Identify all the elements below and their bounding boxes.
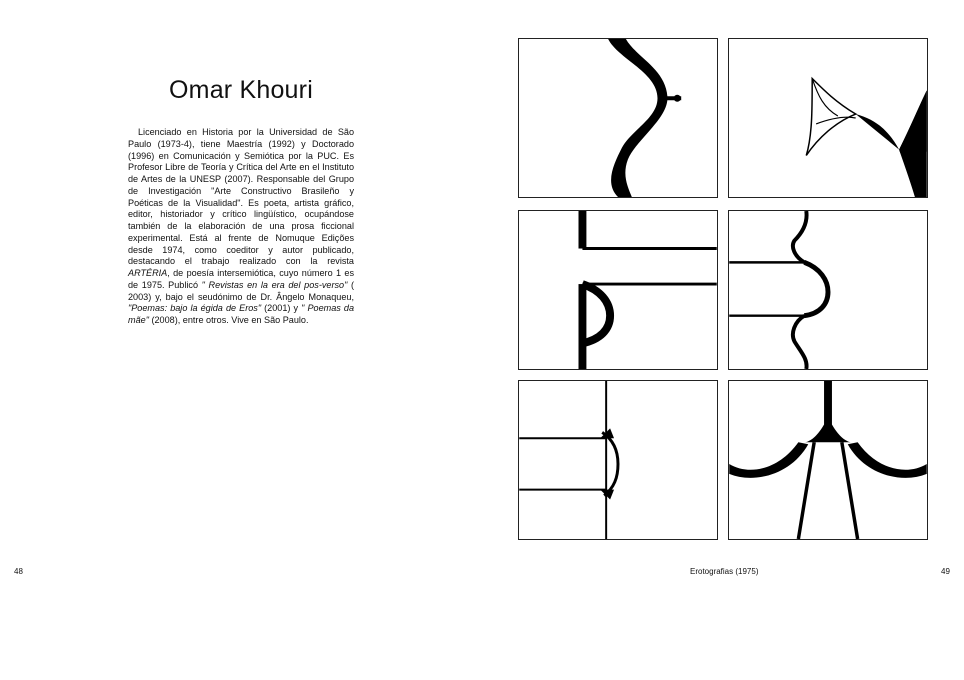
book-title: "Poemas: bajo la égida de Eros" (128, 303, 262, 314)
artwork-panel-6 (728, 380, 928, 540)
bio-text: (2001) y (261, 303, 302, 314)
author-name: Omar Khouri (169, 76, 313, 104)
bio-text: , de poesía intersemiótica, cuyo número 1 es de 1975. Publicó (128, 268, 354, 290)
book-title: " Revistas en la era del pos-verso" (201, 279, 348, 290)
artwork-panel-1 (518, 38, 718, 198)
artwork-panel-3 (518, 210, 718, 370)
artwork-caption: Erotografias (1975) (690, 567, 759, 576)
artwork-panel-5 (518, 380, 718, 540)
magazine-title: ARTÉRIA (128, 268, 168, 278)
artwork-panel-4 (728, 210, 928, 370)
page-number-right: 49 (941, 567, 950, 576)
author-bio (128, 127, 354, 327)
bio-text: ( 2003) y, bajo el seudónimo de Dr. Ângelo Monaqueu, (128, 279, 355, 302)
book-title: " Poemas da mãe" (128, 303, 354, 325)
bio-text: (2008), entre otros. Vive en São Paulo. (148, 315, 309, 325)
page-number-left: 48 (14, 567, 23, 576)
artwork-panel-2 (728, 38, 928, 198)
bio-text: Licenciado en Historia por la Universidad de São Paulo (1973-4), tiene Maestría (1992) y Doctorado (1996) en Comunicación y Semiótica por la PUC. Es Profesor Libre de Teoría y Crítica del Arte en el Instituto de Artes de la UNESP (2007). Responsable del Grupo de Investigación "Arte Constructivo Brasileño y Poéticas de la Visualidad". Es poeta, artista gráfico, editor, historiador y crítico lingüístico, ocupándose también de la elaboración de una prosa ficcional experimental. Está al frente de Nomuque Edições desde 1974, como coeditor y autor publicado, destacando el trabajo realizado con la revista (128, 127, 354, 267)
